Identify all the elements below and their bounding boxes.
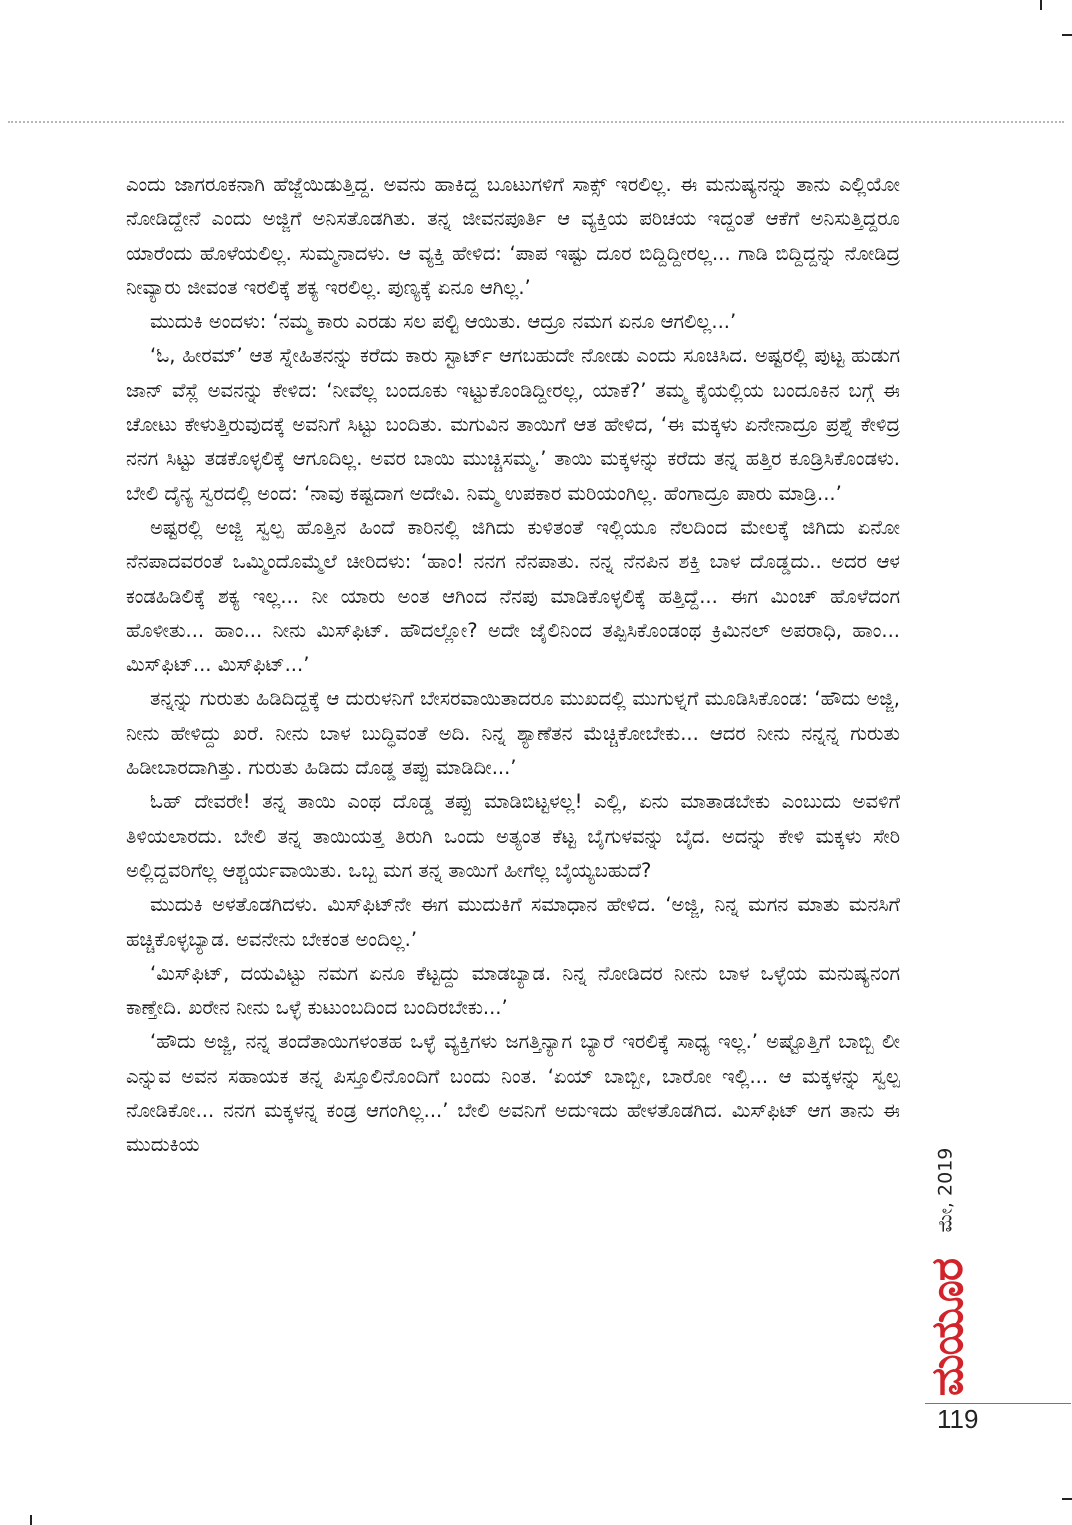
paragraph-5: ತನ್ನನ್ನು ಗುರುತು ಹಿಡಿದಿದ್ದಕ್ಕೆ ಆ ದುರುಳನಿಗೆ ಬೇಸರವಾಯಿತಾದರೂ ಮುಖದಲ್ಲಿ ಮುಗುಳ್ನಗೆ ಮೂಡಿಸಿಕೊಂಡ: ‘ಹೌದು ಅಜ್ಜಿ, ನೀನು ಹೇಳಿದ್ದು ಖರೆ. ನೀನು ಬಾಳ ಬುದ್ಧಿವಂತೆ ಅದಿ. ನಿನ್ನ ಶ್ಯಾಣೆತನ ಮೆಚ್ಚಿಕೋಬೇಕು... ಆದರ ನೀನು ನನ್ನನ್ನ ಗುರುತು ಹಿಡೀಬಾರದಾಗಿತ್ತು. ಗುರುತು ಹಿಡಿದು ದೊಡ್ಡ ತಪ್ಪು ಮಾಡಿದೀ...’ (126, 687, 900, 780)
paragraph-3: ‘ಓ, ಹೀರಮ್’ ಆತ ಸ್ನೇಹಿತನನ್ನು ಕರೆದು ಕಾರು ಸ್ಟಾರ್ಟ್ ಆಗಬಹುದೇ ನೋಡು ಎಂದು ಸೂಚಿಸಿದ. ಅಷ್ಟರಲ್ಲಿ ಪುಟ್ಟ ಹುಡುಗ ಜಾನ್ ವೆಸ್ಲೆ ಅವನನ್ನು ಕೇಳಿದ: ‘ನೀವೆಲ್ಲ ಬಂದೂಕು ಇಟ್ಟುಕೊಂಡಿದ್ದೀರಲ್ಲ, ಯಾಕೆ?’ ತಮ್ಮ ಕೈಯಲ್ಲಿಯ ಬಂದೂಕಿನ ಬಗ್ಗೆ ಈ ಚೋಟು ಕೇಳುತ್ತಿರುವುದಕ್ಕೆ ಅವನಿಗೆ ಸಿಟ್ಟು ಬಂದಿತು. ಮಗುವಿನ ತಾಯಿಗೆ ಆತ ಹೇಳಿದ, ‘ಈ ಮಕ್ಕಳು ಏನೇನಾದ್ರೂ ಪ್ರಶ್ನೆ ಕೇಳಿದ್ರ ನನಗ ಸಿಟ್ಟು ತಡಕೊಳ್ಳಲಿಕ್ಕೆ ಆಗೂದಿಲ್ಲ. ಅವರ ಬಾಯಿ ಮುಚ್ಚಿಸಮ್ಮ.’ ತಾಯಿ ಮಕ್ಕಳನ್ನು ಕರೆದು ತನ್ನ ಹತ್ತಿರ ಕೂಡ್ರಿಸಿಕೊಂಡಳು. ಬೇಲಿ ದೈನ್ಯ ಸ್ವರದಲ್ಲಿ ಅಂದ: ‘ನಾವು ಕಷ್ಟದಾಗ ಅದೇವಿ. ನಿಮ್ಮ ಉಪಕಾರ ಮರಿಯಂಗಿಲ್ಲ. ಹೆಂಗಾದ್ರೂ ಪಾರು ಮಾಡ್ರಿ...’ (126, 344, 900, 505)
crop-mark-bottom-left (30, 1515, 32, 1525)
paragraph-6: ಓಹ್ ದೇವರೇ! ತನ್ನ ತಾಯಿ ಎಂಥ ದೊಡ್ಡ ತಪ್ಪು ಮಾಡಿಬಿಟ್ಟಳಲ್ಲ! ಎಲ್ಲಿ, ಏನು ಮಾತಾಡಬೇಕು ಎಂಬುದು ಅವಳಿಗೆ ತಿಳಿಯಲಾರದು. ಬೇಲಿ ತನ್ನ ತಾಯಿಯತ್ತ ತಿರುಗಿ ಒಂದು ಅತ್ಯಂತ ಕೆಟ್ಟ ಬೈಗುಳವನ್ನು ಬೈದ. ಅದನ್ನು ಕೇಳಿ ಮಕ್ಕಳು ಸೇರಿ ಅಲ್ಲಿದ್ದವರಿಗೆಲ್ಲ ಆಶ್ಚರ್ಯವಾಯಿತು. ಒಬ್ಬ ಮಗ ತನ್ನ ತಾಯಿಗೆ ಹೀಗೆಲ್ಲ ಬೈಯ್ಯಬಹುದೆ? (126, 790, 900, 882)
issue-date-text: ಮೇ, 2019 (934, 1147, 957, 1233)
paragraph-8: ‘ಮಿಸ್‌ಫಿಟ್, ದಯವಿಟ್ಟು ನಮಗ ಏನೂ ಕೆಟ್ಟದ್ದು ಮಾಡಬ್ಯಾಡ. ನಿನ್ನ ನೋಡಿದರ ನೀನು ಬಾಳ ಒಳ್ಳೆಯ ಮನುಷ್ಯನಂಗ ಕಾಣ್ತೇದಿ. ಖರೇನ ನೀನು ಒಳ್ಳೆ ಕುಟುಂಬದಿಂದ ಬಂದಿರಬೇಕು...’ (126, 961, 900, 1020)
magazine-logo (921, 1258, 975, 1396)
paragraph-1: ಎಂದು ಜಾಗರೂಕನಾಗಿ ಹೆಜ್ಜೆಯಿಡುತ್ತಿದ್ದ. ಅವನು ಹಾಕಿದ್ದ ಬೂಟುಗಳಿಗೆ ಸಾಕ್ಸ್ ಇರಲಿಲ್ಲ. ಈ ಮನುಷ್ಯನನ್ನು ತಾನು ಎಲ್ಲಿಯೋ ನೋಡಿದ್ದೇನೆ ಎಂದು ಅಜ್ಜಿಗೆ ಅನಿಸತೊಡಗಿತು. ತನ್ನ ಜೀವನಪೂರ್ತಿ ಆ ವ್ಯಕ್ತಿಯ ಪರಿಚಯ ಇದ್ದಂತೆ ಆಕೆಗೆ ಅನಿಸುತ್ತಿದ್ದರೂ ಯಾರೆಂದು ಹೊಳೆಯಲಿಲ್ಲ. ಸುಮ್ಮನಾದಳು. ಆ ವ್ಯಕ್ತಿ ಹೇಳಿದ: ‘ಪಾಪ ಇಷ್ಟು ದೂರ ಬಿದ್ದಿದ್ದೀರಲ್ಲ... ಗಾಡಿ ಬಿದ್ದಿದ್ದನ್ನು ನೋಡಿದ್ರ ನೀವ್ಯಾರು ಜೀವಂತ ಇರಲಿಕ್ಕೆ ಶಕ್ಯ ಇರಲಿಲ್ಲ. ಪುಣ್ಯಕ್ಕೆ ಏನೂ ಆಗಿಲ್ಲ.’ (126, 173, 900, 299)
article-body (126, 168, 900, 1423)
paragraph-7: ಮುದುಕಿ ಅಳತೊಡಗಿದಳು. ಮಿಸ್‌ಫಿಟ್‌ನೇ ಈಗ ಮುದುಕಿಗೆ ಸಮಾಧಾನ ಹೇಳಿದ. ‘ಅಜ್ಜಿ, ನಿನ್ನ ಮಗನ ಮಾತು ಮನಸಿಗೆ ಹಚ್ಚಿಕೊಳ್ಳಬ್ಯಾಡ. ಅವನೇನು ಬೇಕಂತ ಅಂದಿಲ್ಲ.’ (126, 893, 900, 951)
crop-mark-right-bottom (1062, 1498, 1072, 1500)
paragraph-4: ಅಷ್ಟರಲ್ಲಿ ಅಜ್ಜಿ ಸ್ವಲ್ಪ ಹೊತ್ತಿನ ಹಿಂದೆ ಕಾರಿನಲ್ಲಿ ಜಿಗಿದು ಕುಳಿತಂತೆ ಇಲ್ಲಿಯೂ ನೆಲದಿಂದ ಮೇಲಕ್ಕೆ ಜಿಗಿದು ಏನೋ ನೆನಪಾದವರಂತೆ ಒಮ್ಮಿಂದೊಮ್ಮೆಲೆ ಚೀರಿದಳು: ‘ಹಾಂ! ನನಗ ನೆನಪಾತು. ನನ್ನ ನೆನಪಿನ ಶಕ್ತಿ ಬಾಳ ದೊಡ್ಡದು.. ಅದರ ಆಳ ಕಂಡಹಿಡಿಲಿಕ್ಕೆ ಶಕ್ಯ ಇಲ್ಲ... ನೀ ಯಾರು ಅಂತ ಆಗಿಂದ ನೆನಪು ಮಾಡಿಕೊಳ್ಳಲಿಕ್ಕೆ ಹತ್ತಿದ್ದೆ... ಈಗ ಮಿಂಚ್ ಹೊಳೆದಂಗ ಹೊಳೀತು... ಹಾಂ... ನೀನು ಮಿಸ್‌ಫಿಟ್. ಹೌದಲ್ಲೋ? ಅದೇ ಜೈಲಿನಿಂದ ತಪ್ಪಿಸಿಕೊಂಡಂಥ ಕ್ರಿಮಿನಲ್ ಅಪರಾಧಿ, ಹಾಂ... ಮಿಸ್‌ಫಿಟ್... ಮಿಸ್‌ಫಿಟ್...’ (126, 515, 900, 677)
magazine-logo-text: ಮಯೂರ (922, 1258, 974, 1396)
paragraph-9: ‘ಹೌದು ಅಜ್ಜಿ, ನನ್ನ ತಂದೆತಾಯಿಗಳಂತಹ ಒಳ್ಳೆ ವ್ಯಕ್ತಿಗಳು ಜಗತ್ತಿನ್ಯಾಗ ಬ್ಯಾರೆ ಇರಲಿಕ್ಕೆ ಸಾಧ್ಯ ಇಲ್ಲ.’ ಅಷ್ಟೊತ್ತಿಗೆ ಬಾಬ್ಬಿ ಲೀ ಎನ್ನುವ ಅವನ ಸಹಾಯಕ ತನ್ನ ಪಿಸ್ತೂಲಿನೊಂದಿಗೆ ಬಂದು ನಿಂತ. ‘ಏಯ್ ಬಾಬ್ಬೀ, ಬಾರೋ ಇಲ್ಲಿ... ಆ ಮಕ್ಕಳನ್ನು ಸ್ವಲ್ಪ ನೋಡಿಕೋ... ನನಗ ಮಕ್ಕಳನ್ನ ಕಂಡ್ರ ಆಗಂಗಿಲ್ಲ...’ ಬೇಲಿ ಅವನಿಗೆ ಅದುಇದು ಹೇಳತೊಡಗಿದ. ಮಿಸ್‌ಫಿಟ್ ಆಗ ತಾನು ಈ ಮುದುಕಿಯ (126, 1030, 900, 1157)
crop-mark-right-top (1062, 34, 1072, 36)
issue-date (925, 1130, 965, 1250)
page-number: 119 (937, 1404, 979, 1434)
header-dotted-rule (8, 121, 1064, 123)
paragraph-2: ಮುದುಕಿ ಅಂದಳು: ‘ನಮ್ಮ ಕಾರು ಎರಡು ಸಲ ಪಲ್ಟಿ ಆಯಿತು. ಆದ್ರೂ ನಮಗ ಏನೂ ಆಗಲಿಲ್ಲ...’ (150, 310, 737, 334)
crop-mark-top (1040, 0, 1042, 10)
